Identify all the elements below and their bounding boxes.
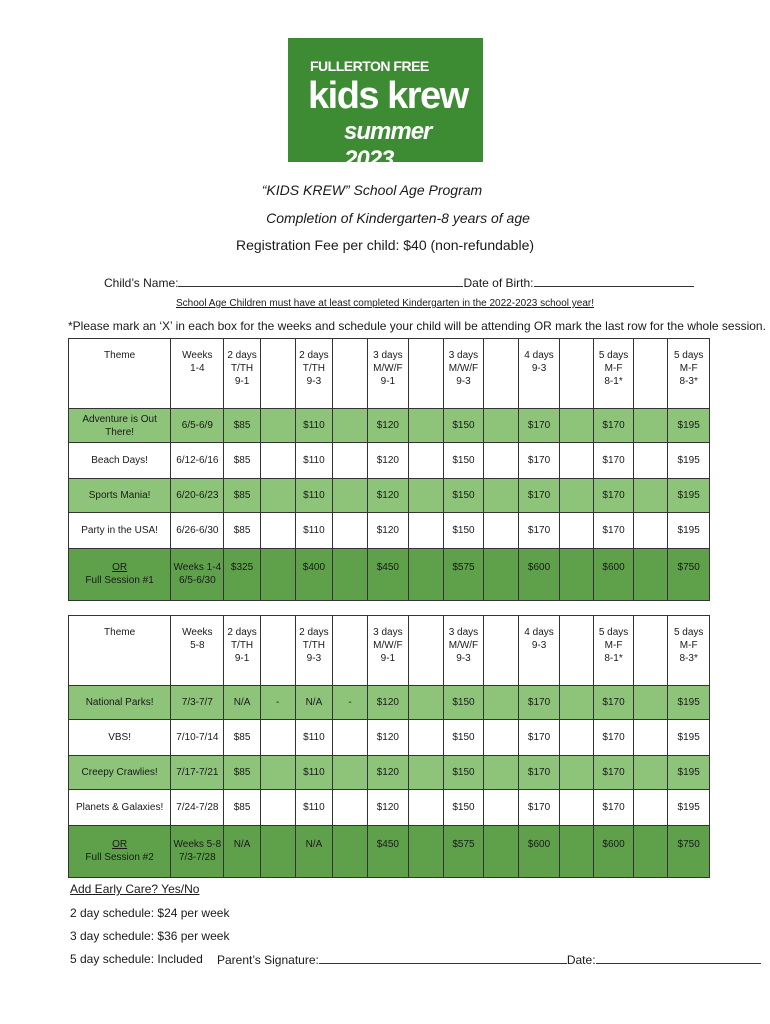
price-cell: $575 [443,549,483,601]
logo-line-1: FULLERTON FREE [310,58,429,74]
checkbox-cell[interactable] [408,756,443,790]
checkbox-column-header [333,339,368,409]
price-cell: $150 [443,479,483,513]
checkbox-cell[interactable] [484,409,519,443]
checkbox-cell[interactable] [408,686,443,720]
theme-cell: Planets & Galaxies! [69,790,171,826]
checkbox-cell[interactable] [333,443,368,479]
checkbox-column-header [408,616,443,686]
price-cell: $170 [593,479,633,513]
price-cell: $120 [368,443,408,479]
checkbox-cell[interactable] [333,513,368,549]
checkbox-cell[interactable] [484,720,519,756]
checkbox-cell[interactable] [484,826,519,878]
or-label: OR [112,839,128,850]
price-cell: $110 [295,409,332,443]
price-cell: $170 [519,479,559,513]
checkbox-column-header [634,616,668,686]
column-header: Theme [69,616,171,686]
price-cell: $450 [368,826,408,878]
checkbox-cell[interactable] [634,549,668,601]
price-cell: N/A [224,826,260,878]
price-cell: $600 [593,826,633,878]
signature-date-label: Date: [566,953,596,967]
program-subtitle: Completion of Kindergarten-8 years of age [266,210,530,226]
price-cell: $170 [519,720,559,756]
child-name-field[interactable] [178,275,463,287]
checkbox-column-header [260,339,295,409]
price-cell: $195 [668,720,710,756]
theme-cell: Party in the USA! [69,513,171,549]
checkbox-cell[interactable] [484,686,519,720]
weeks-cell: 6/12-6/16 [171,443,224,479]
price-cell: $85 [224,756,260,790]
price-cell: $110 [295,479,332,513]
column-header: 5 days M-F 8-1* [593,616,633,686]
registration-fee: Registration Fee per child: $40 (non-refundable) [235,237,535,253]
price-cell: $85 [224,479,260,513]
checkbox-cell[interactable] [260,479,295,513]
price-cell: $85 [224,513,260,549]
price-cell: $110 [295,720,332,756]
checkbox-cell[interactable]: - [260,686,295,720]
checkbox-cell[interactable] [260,756,295,790]
weeks-cell: 7/10-7/14 [171,720,224,756]
dob-field[interactable] [534,275,694,287]
checkbox-cell[interactable] [559,513,593,549]
price-cell: $150 [443,720,483,756]
checkbox-cell[interactable] [260,826,295,878]
checkbox-cell[interactable] [408,720,443,756]
price-cell: $120 [368,756,408,790]
weeks-cell: 6/26-6/30 [171,513,224,549]
program-title: “KIDS KREW” School Age Program [261,182,483,198]
checkbox-cell[interactable] [634,479,668,513]
weeks-cell: 7/17-7/21 [171,756,224,790]
price-cell: $120 [368,790,408,826]
price-cell: $85 [224,720,260,756]
price-cell: $170 [593,790,633,826]
eligibility-notice: School Age Children must have at least completed Kindergarten in the 2022-2023 school year! [175,298,595,309]
checkbox-cell[interactable] [559,790,593,826]
parent-signature-label: Parent’s Signature: [217,953,319,967]
full-session-row [69,549,710,601]
price-cell: $195 [668,479,710,513]
signature-row [217,952,761,967]
price-cell: $150 [443,756,483,790]
theme-cell: Adventure is Out There! [69,409,171,443]
price-cell: $170 [519,443,559,479]
price-cell: $195 [668,513,710,549]
price-cell: $110 [295,790,332,826]
checkbox-cell[interactable] [260,790,295,826]
early-care-item: 3 day schedule: $36 per week [70,929,230,943]
table-header-row [69,339,710,409]
session-name: Full Session #1 [85,575,154,586]
checkbox-column-header [333,616,368,686]
weeks-cell: 7/3-7/7 [171,686,224,720]
checkbox-cell[interactable] [260,409,295,443]
column-header: 5 days M-F 8-1* [593,339,633,409]
price-cell: $110 [295,756,332,790]
price-cell: $120 [368,686,408,720]
price-cell: $325 [224,549,260,601]
price-cell: $170 [593,720,633,756]
checkbox-cell[interactable] [260,513,295,549]
column-header: Weeks 5-8 [171,616,224,686]
checkbox-cell[interactable] [484,513,519,549]
table-row [69,479,710,513]
theme-cell: Creepy Crawlies! [69,756,171,790]
table-row [69,756,710,790]
weeks-cell: 6/20-6/23 [171,479,224,513]
weeks-cell: 6/5-6/9 [171,409,224,443]
checkbox-cell[interactable] [484,479,519,513]
price-cell: $170 [593,513,633,549]
checkbox-cell[interactable] [333,720,368,756]
price-cell: $85 [224,409,260,443]
early-care-item: 2 day schedule: $24 per week [70,906,230,920]
checkbox-cell[interactable] [260,443,295,479]
table-row [69,443,710,479]
checkbox-cell[interactable] [559,756,593,790]
checkbox-cell[interactable] [559,479,593,513]
weeks-cell: Weeks 5-8 7/3-7/28 [171,826,224,878]
checkbox-cell[interactable] [559,686,593,720]
theme-cell: VBS! [69,720,171,756]
theme-cell: Beach Days! [69,443,171,479]
session-name: Full Session #2 [85,852,154,863]
price-cell: $170 [593,409,633,443]
table-row [69,409,710,443]
price-cell: $85 [224,790,260,826]
program-logo [288,38,483,173]
session-label [69,826,171,878]
price-cell: $600 [519,549,559,601]
price-cell: $750 [668,826,710,878]
column-header: 5 days M-F 8-3* [668,616,710,686]
checkbox-cell[interactable] [559,549,593,601]
price-cell: $750 [668,549,710,601]
price-cell: $110 [295,513,332,549]
column-header: 5 days M-F 8-3* [668,339,710,409]
schedule-table-weeks-1-4 [68,338,710,601]
price-cell: $120 [368,409,408,443]
price-cell: N/A [224,686,260,720]
column-header: 3 days M/W/F 9-3 [443,339,483,409]
early-care-item: 5 day schedule: Included [70,952,203,966]
dob-label: Date of Birth: [463,276,534,290]
price-cell: $575 [443,826,483,878]
checkbox-cell[interactable] [333,549,368,601]
column-header: 2 days T/TH 9-3 [295,616,332,686]
theme-cell: National Parks! [69,686,171,720]
child-info-row [104,275,694,290]
checkbox-column-header [408,339,443,409]
checkbox-column-header [260,616,295,686]
price-cell: $170 [519,686,559,720]
signature-date-field[interactable] [596,952,761,964]
price-cell: $600 [519,826,559,878]
checkbox-cell[interactable] [634,756,668,790]
checkbox-cell[interactable] [634,686,668,720]
price-cell: $170 [593,756,633,790]
checkbox-cell[interactable] [333,826,368,878]
theme-cell: Sports Mania! [69,479,171,513]
price-cell: $120 [368,720,408,756]
checkbox-cell[interactable] [333,790,368,826]
price-cell: $150 [443,686,483,720]
early-care-title: Add Early Care? Yes/No [70,882,200,896]
checkbox-cell[interactable] [484,790,519,826]
checkbox-cell[interactable] [260,720,295,756]
price-cell: $120 [368,479,408,513]
price-cell: $170 [519,409,559,443]
weeks-cell: 7/24-7/28 [171,790,224,826]
column-header: 3 days M/W/F 9-1 [368,339,408,409]
weeks-cell: Weeks 1-4 6/5-6/30 [171,549,224,601]
checkbox-cell[interactable] [408,826,443,878]
checkbox-column-header [559,339,593,409]
checkbox-cell[interactable] [408,513,443,549]
checkbox-cell[interactable] [559,409,593,443]
price-cell: $400 [295,549,332,601]
column-header: 3 days M/W/F 9-3 [443,616,483,686]
price-cell: N/A [295,826,332,878]
price-cell: $85 [224,443,260,479]
checkbox-cell[interactable] [408,549,443,601]
or-label: OR [112,562,128,573]
price-cell: N/A [295,686,332,720]
price-cell: $195 [668,756,710,790]
checkbox-column-header [484,616,519,686]
checkbox-cell[interactable] [333,756,368,790]
table-row [69,790,710,826]
table-row [69,720,710,756]
price-cell: $170 [593,686,633,720]
column-header: 2 days T/TH 9-1 [224,616,260,686]
column-header: 2 days T/TH 9-3 [295,339,332,409]
table-row [69,686,710,720]
checkbox-cell[interactable] [634,790,668,826]
checkbox-cell[interactable] [333,479,368,513]
checkbox-column-header [484,339,519,409]
checkbox-cell[interactable] [634,409,668,443]
column-header: 4 days 9-3 [519,339,559,409]
price-cell: $150 [443,513,483,549]
schedule-table-weeks-5-8 [68,615,710,878]
price-cell: $195 [668,443,710,479]
full-session-row [69,826,710,878]
price-cell: $195 [668,409,710,443]
column-header: 2 days T/TH 9-1 [224,339,260,409]
checkbox-column-header [634,339,668,409]
table-row [69,513,710,549]
checkbox-cell[interactable] [484,443,519,479]
price-cell: $600 [593,549,633,601]
price-cell: $150 [443,409,483,443]
child-name-label: Child’s Name: [104,276,179,290]
column-header: Theme [69,339,171,409]
price-cell: $195 [668,790,710,826]
price-cell: $120 [368,513,408,549]
table-header-row [69,616,710,686]
session-label [69,549,171,601]
column-header: Weeks 1-4 [171,339,224,409]
column-header: 3 days M/W/F 9-1 [368,616,408,686]
checkbox-cell[interactable] [333,409,368,443]
checkbox-cell[interactable] [260,549,295,601]
checkbox-cell[interactable] [408,479,443,513]
price-cell: $170 [519,790,559,826]
checkbox-column-header [559,616,593,686]
checkbox-cell[interactable] [484,549,519,601]
price-cell: $150 [443,790,483,826]
checkbox-cell[interactable] [484,756,519,790]
checkbox-cell[interactable] [634,443,668,479]
checkbox-cell[interactable] [634,720,668,756]
price-cell: $150 [443,443,483,479]
checkbox-cell[interactable] [408,409,443,443]
checkbox-cell[interactable] [559,826,593,878]
price-cell: $450 [368,549,408,601]
price-cell: $170 [519,513,559,549]
column-header: 4 days 9-3 [519,616,559,686]
checkbox-cell[interactable] [559,720,593,756]
checkbox-cell[interactable] [634,826,668,878]
logo-line-3: summer 2023 [344,118,432,173]
price-cell: $110 [295,443,332,479]
instructions: *Please mark an ‘X’ in each box for the weeks and schedule your child will be attending OR mark the last row for the whole session. [68,319,766,333]
checkbox-cell[interactable]: - [333,686,368,720]
parent-signature-field[interactable] [319,952,567,964]
checkbox-cell[interactable] [408,790,443,826]
checkbox-cell[interactable] [559,443,593,479]
checkbox-cell[interactable] [634,513,668,549]
price-cell: $170 [519,756,559,790]
price-cell: $195 [668,686,710,720]
logo-line-2: kids krew [308,75,468,117]
price-cell: $170 [593,443,633,479]
checkbox-cell[interactable] [408,443,443,479]
